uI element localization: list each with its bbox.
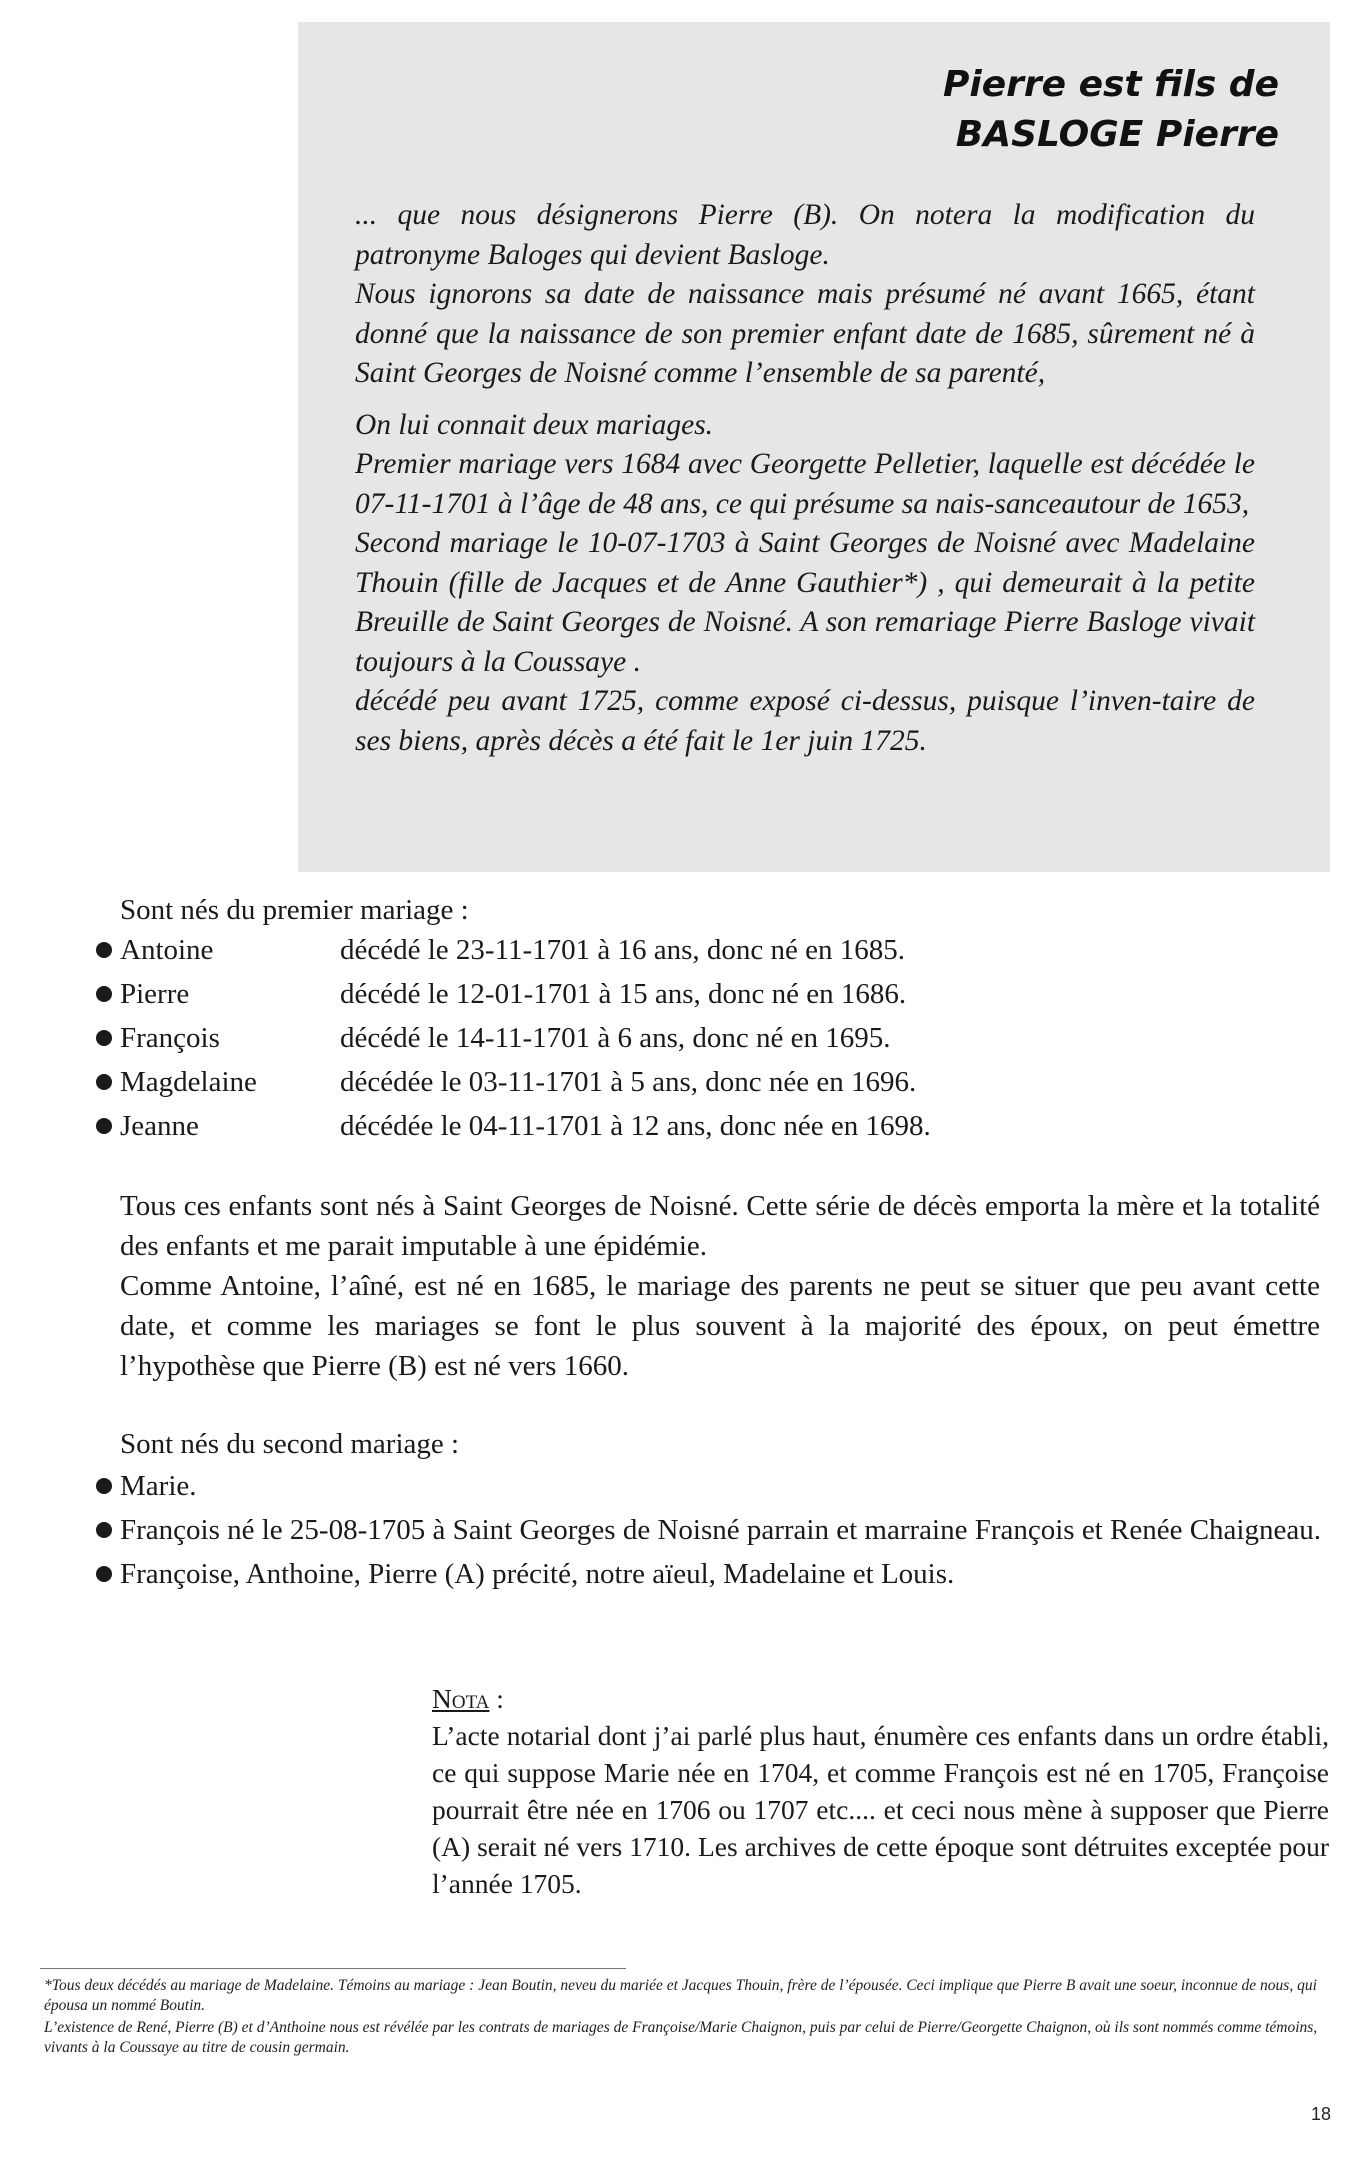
box-text (355, 196, 1255, 761)
nota-colon: : (489, 1683, 504, 1714)
bullet-icon (96, 1522, 112, 1538)
page-title (943, 60, 1279, 160)
epidemic-paragraph: Tous ces enfants sont nés à Saint Georges de Noisné. Cette série de décès emporta la mère et la totalité des enfants et me parait imputable à une épidémie. (120, 1190, 1320, 1262)
list-item (96, 1554, 1336, 1594)
child-info: décédé le 23-11-1701 à 16 ans, donc né en 1685. (340, 934, 906, 966)
child-row (96, 1104, 1246, 1148)
child-row (96, 1016, 1246, 1060)
nota-block (432, 1680, 1329, 1902)
marriage-line: décédée le 07-11-1701 à l’âge de 48 ans, ce qui présume sa nais- (355, 448, 1255, 520)
child-name: Pierre (120, 978, 190, 1010)
intro-line: Nous ignorons sa date de naissance mais présumé né avant 1665, (355, 278, 1184, 310)
nota-label: Nota (432, 1683, 490, 1714)
intro-line: ... que nous désignerons Pierre (B). On notera la modification du (355, 199, 1255, 231)
list-item (96, 1510, 1336, 1550)
bullet-icon (96, 942, 112, 958)
child-row (96, 972, 1246, 1016)
footnote-1: *Tous deux décédés au mariage de Madelaine. Témoins au mariage : Jean Boutin, neveu du mariée et Jacques Thouin, frère de l’épousée. Ceci implique que Pierre B avait une soeur, inconnue de nous, qui épousa un nommé Boutin. (44, 1977, 1317, 2014)
nota-heading (432, 1680, 1329, 1717)
child-info: décédé le 12-01-1701 à 15 ans, donc né en 1686. (340, 978, 907, 1010)
first-marriage-children (96, 928, 1246, 1148)
child-row (96, 1060, 1246, 1104)
page-number: 18 (1310, 2104, 1331, 2124)
intro-line: patronyme Baloges qui devient Basloge. (355, 238, 830, 271)
marriage-line: On lui connait deux mariages. (355, 408, 714, 441)
footnote-2: L’existence de René, Pierre (B) et d’Anthoine nous est révélée par les contrats de mariages de Françoise/Marie Chaignon, puis par celui de Pierre/Georgette Chaignon, où ils sont nommés comme témoins, vivants à la Coussaye au titre de cousin germain. (44, 2019, 1318, 2056)
birth-hypothesis-paragraph: Comme Antoine, l’aîné, est né en 1685, le mariage des parents ne peut se situer que peu avant cette date, et comme les mariages se font le plus souvent à la majorité des époux, on peut émettre l’hypothèse que Pierre (B) est né vers 1660. (120, 1270, 1320, 1382)
child-name: François (120, 1022, 220, 1054)
bullet-icon (96, 1030, 112, 1046)
marriage-line: taire de ses biens, après décès a été fait le 1er juin 1725. (355, 685, 1255, 757)
list-item-text: Françoise, Anthoine, Pierre (A) précité, notre aïeul, Madelaine et Louis. (120, 1558, 955, 1590)
marriages-paragraph (355, 406, 1255, 762)
bullet-icon (96, 1118, 112, 1134)
child-info: décédée le 03-11-1701 à 5 ans, donc née en 1696. (340, 1066, 917, 1098)
child-name: Antoine (120, 934, 214, 966)
intro-line: étant donné que la naissance de son premier enfant date de 1685, (355, 278, 1255, 350)
child-info: décédé le 14-11-1701 à 6 ans, donc né en 1695. (340, 1022, 891, 1054)
intro-line: parenté, (948, 357, 1046, 389)
list-item-text: François né le 25-08-1705 à Saint Georges de Noisné parrain et marraine François et Renée Chaigneau. (120, 1514, 1321, 1546)
marriage-line: Premier mariage vers 1684 avec Georgette Pelletier, laquelle est (355, 448, 1124, 480)
footnote-divider (40, 1968, 626, 1969)
second-marriage-heading: Sont nés du second mariage : (120, 1428, 460, 1460)
bullet-icon (96, 1074, 112, 1090)
marriage-line: Madelaine Thouin (fille de Jacques et de Anne Gauthier*) , qui (355, 527, 1255, 599)
marriage-line: décédé peu avant 1725, comme exposé ci-dessus, puisque l’inven- (355, 685, 1162, 717)
bullet-icon (96, 986, 112, 1002)
child-row (96, 928, 1246, 972)
intro-paragraph (355, 196, 1255, 394)
intro-line: sûrement né à Saint Georges de Noisné comme l’ensemble de sa (355, 317, 1255, 389)
second-marriage-children (96, 1466, 1336, 1598)
list-item-text: Marie. (120, 1470, 197, 1502)
marriage-line: remariage Pierre Basloge vivait toujours à la Coussaye . (355, 606, 1256, 678)
marriage-line: sanceautour de 1653, (994, 487, 1250, 520)
nota-text: L’acte notarial dont j’ai parlé plus haut, énumère ces enfants dans un ordre établi, ce qui suppose Marie née en 1704, et comme François est né en 1705, Françoise pourrait être née en 1706 ou 1707 etc.... et ceci nous mène à supposer que Pierre (A) serait né vers 1710. Les archives de cette époque sont détruites exceptée pour l’année 1705. (432, 1720, 1329, 1899)
child-name: Jeanne (120, 1110, 199, 1142)
title-line-2: BASLOGE Pierre (955, 114, 1279, 155)
bullet-icon (96, 1566, 112, 1582)
bullet-icon (96, 1478, 112, 1494)
marriage-line: Second mariage le 10-07-1703 à Saint Georges de Noisné avec (355, 527, 1120, 559)
child-info: décédée le 04-11-1701 à 12 ans, donc née en 1698. (340, 1110, 931, 1142)
marriage-line: demeurait à la petite Breuille de Saint Georges de Noisné. A son (355, 566, 1255, 638)
title-line-1: Pierre est fils de (942, 64, 1279, 105)
first-marriage-heading: Sont nés du premier mariage : (120, 894, 469, 926)
list-item (96, 1466, 1336, 1506)
child-name: Magdelaine (120, 1066, 257, 1098)
